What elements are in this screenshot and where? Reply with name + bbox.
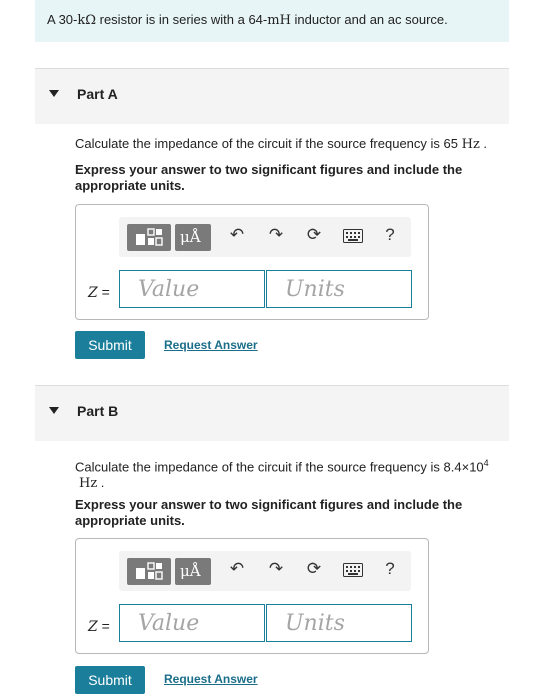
part-b-exponent: 4 — [483, 458, 489, 468]
resistor-unit: kΩ — [77, 13, 97, 28]
units-button[interactable] — [175, 224, 211, 251]
value-field[interactable] — [119, 604, 265, 642]
units-symbol-icon: μÅ — [180, 562, 201, 580]
undo-icon[interactable]: ↶ — [229, 225, 245, 244]
units-input[interactable] — [283, 605, 417, 641]
value-input[interactable] — [136, 605, 270, 641]
part-a-label: Part A — [77, 86, 118, 102]
part-a-submit-button[interactable]: Submit — [75, 331, 145, 359]
part-a-question: Calculate the impedance of the circuit if the source frequency is 65 Hz . — [75, 136, 488, 152]
z-label: Z = — [88, 284, 110, 301]
z-label: Z = — [88, 618, 110, 635]
part-b-label: Part B — [77, 403, 119, 419]
value-field[interactable] — [119, 270, 265, 308]
units-field[interactable] — [266, 604, 412, 642]
intro-suffix: inductor and an ac source. — [290, 12, 448, 27]
redo-icon[interactable]: ↷ — [268, 559, 284, 578]
part-a-instruction: Express your answer to two significant figures and include the appropriate units. — [75, 162, 463, 193]
part-a-frequency-unit: Hz — [461, 137, 480, 152]
templates-button[interactable] — [127, 224, 171, 251]
part-b-header[interactable] — [35, 385, 509, 441]
keyboard-icon[interactable] — [341, 228, 365, 248]
part-b-instruction: Express your answer to two significant figures and include the appropriate units. — [75, 497, 463, 528]
units-field[interactable] — [266, 270, 412, 308]
help-icon[interactable]: ? — [385, 225, 395, 244]
intro-prefix: A 30- — [47, 12, 78, 27]
collapse-triangle-icon[interactable] — [49, 407, 59, 414]
units-symbol-icon: μÅ — [180, 228, 201, 246]
value-input[interactable] — [136, 271, 270, 307]
part-a-header[interactable] — [35, 68, 509, 124]
inductor-unit: mH — [267, 13, 291, 28]
part-b-request-answer-link[interactable]: Request Answer — [164, 672, 258, 686]
intro-middle: resistor is in series with a 64- — [96, 12, 268, 27]
problem-statement — [35, 0, 509, 42]
units-input[interactable] — [283, 271, 417, 307]
redo-icon[interactable]: ↷ — [268, 225, 284, 244]
part-a-request-answer-link[interactable]: Request Answer — [164, 338, 258, 352]
part-b-submit-button[interactable]: Submit — [75, 666, 145, 694]
help-icon[interactable]: ? — [385, 559, 395, 578]
keyboard-icon[interactable] — [341, 562, 365, 582]
reset-icon[interactable]: ⟳ — [306, 559, 322, 578]
templates-button[interactable] — [127, 558, 171, 585]
math-toolbar — [119, 551, 411, 591]
part-a-answer-box — [75, 204, 429, 320]
units-button[interactable] — [175, 558, 211, 585]
reset-icon[interactable]: ⟳ — [306, 225, 322, 244]
undo-icon[interactable]: ↶ — [229, 559, 245, 578]
part-b-frequency-unit: Hz — [79, 476, 98, 492]
templates-icon — [127, 224, 171, 251]
collapse-triangle-icon[interactable] — [49, 90, 59, 97]
math-toolbar — [119, 217, 411, 257]
part-b-answer-box — [75, 538, 429, 654]
part-b-question: Calculate the impedance of the circuit if the source frequency is $8.4\times 10^4$ Hz . — [75, 458, 489, 492]
templates-icon — [127, 558, 171, 585]
